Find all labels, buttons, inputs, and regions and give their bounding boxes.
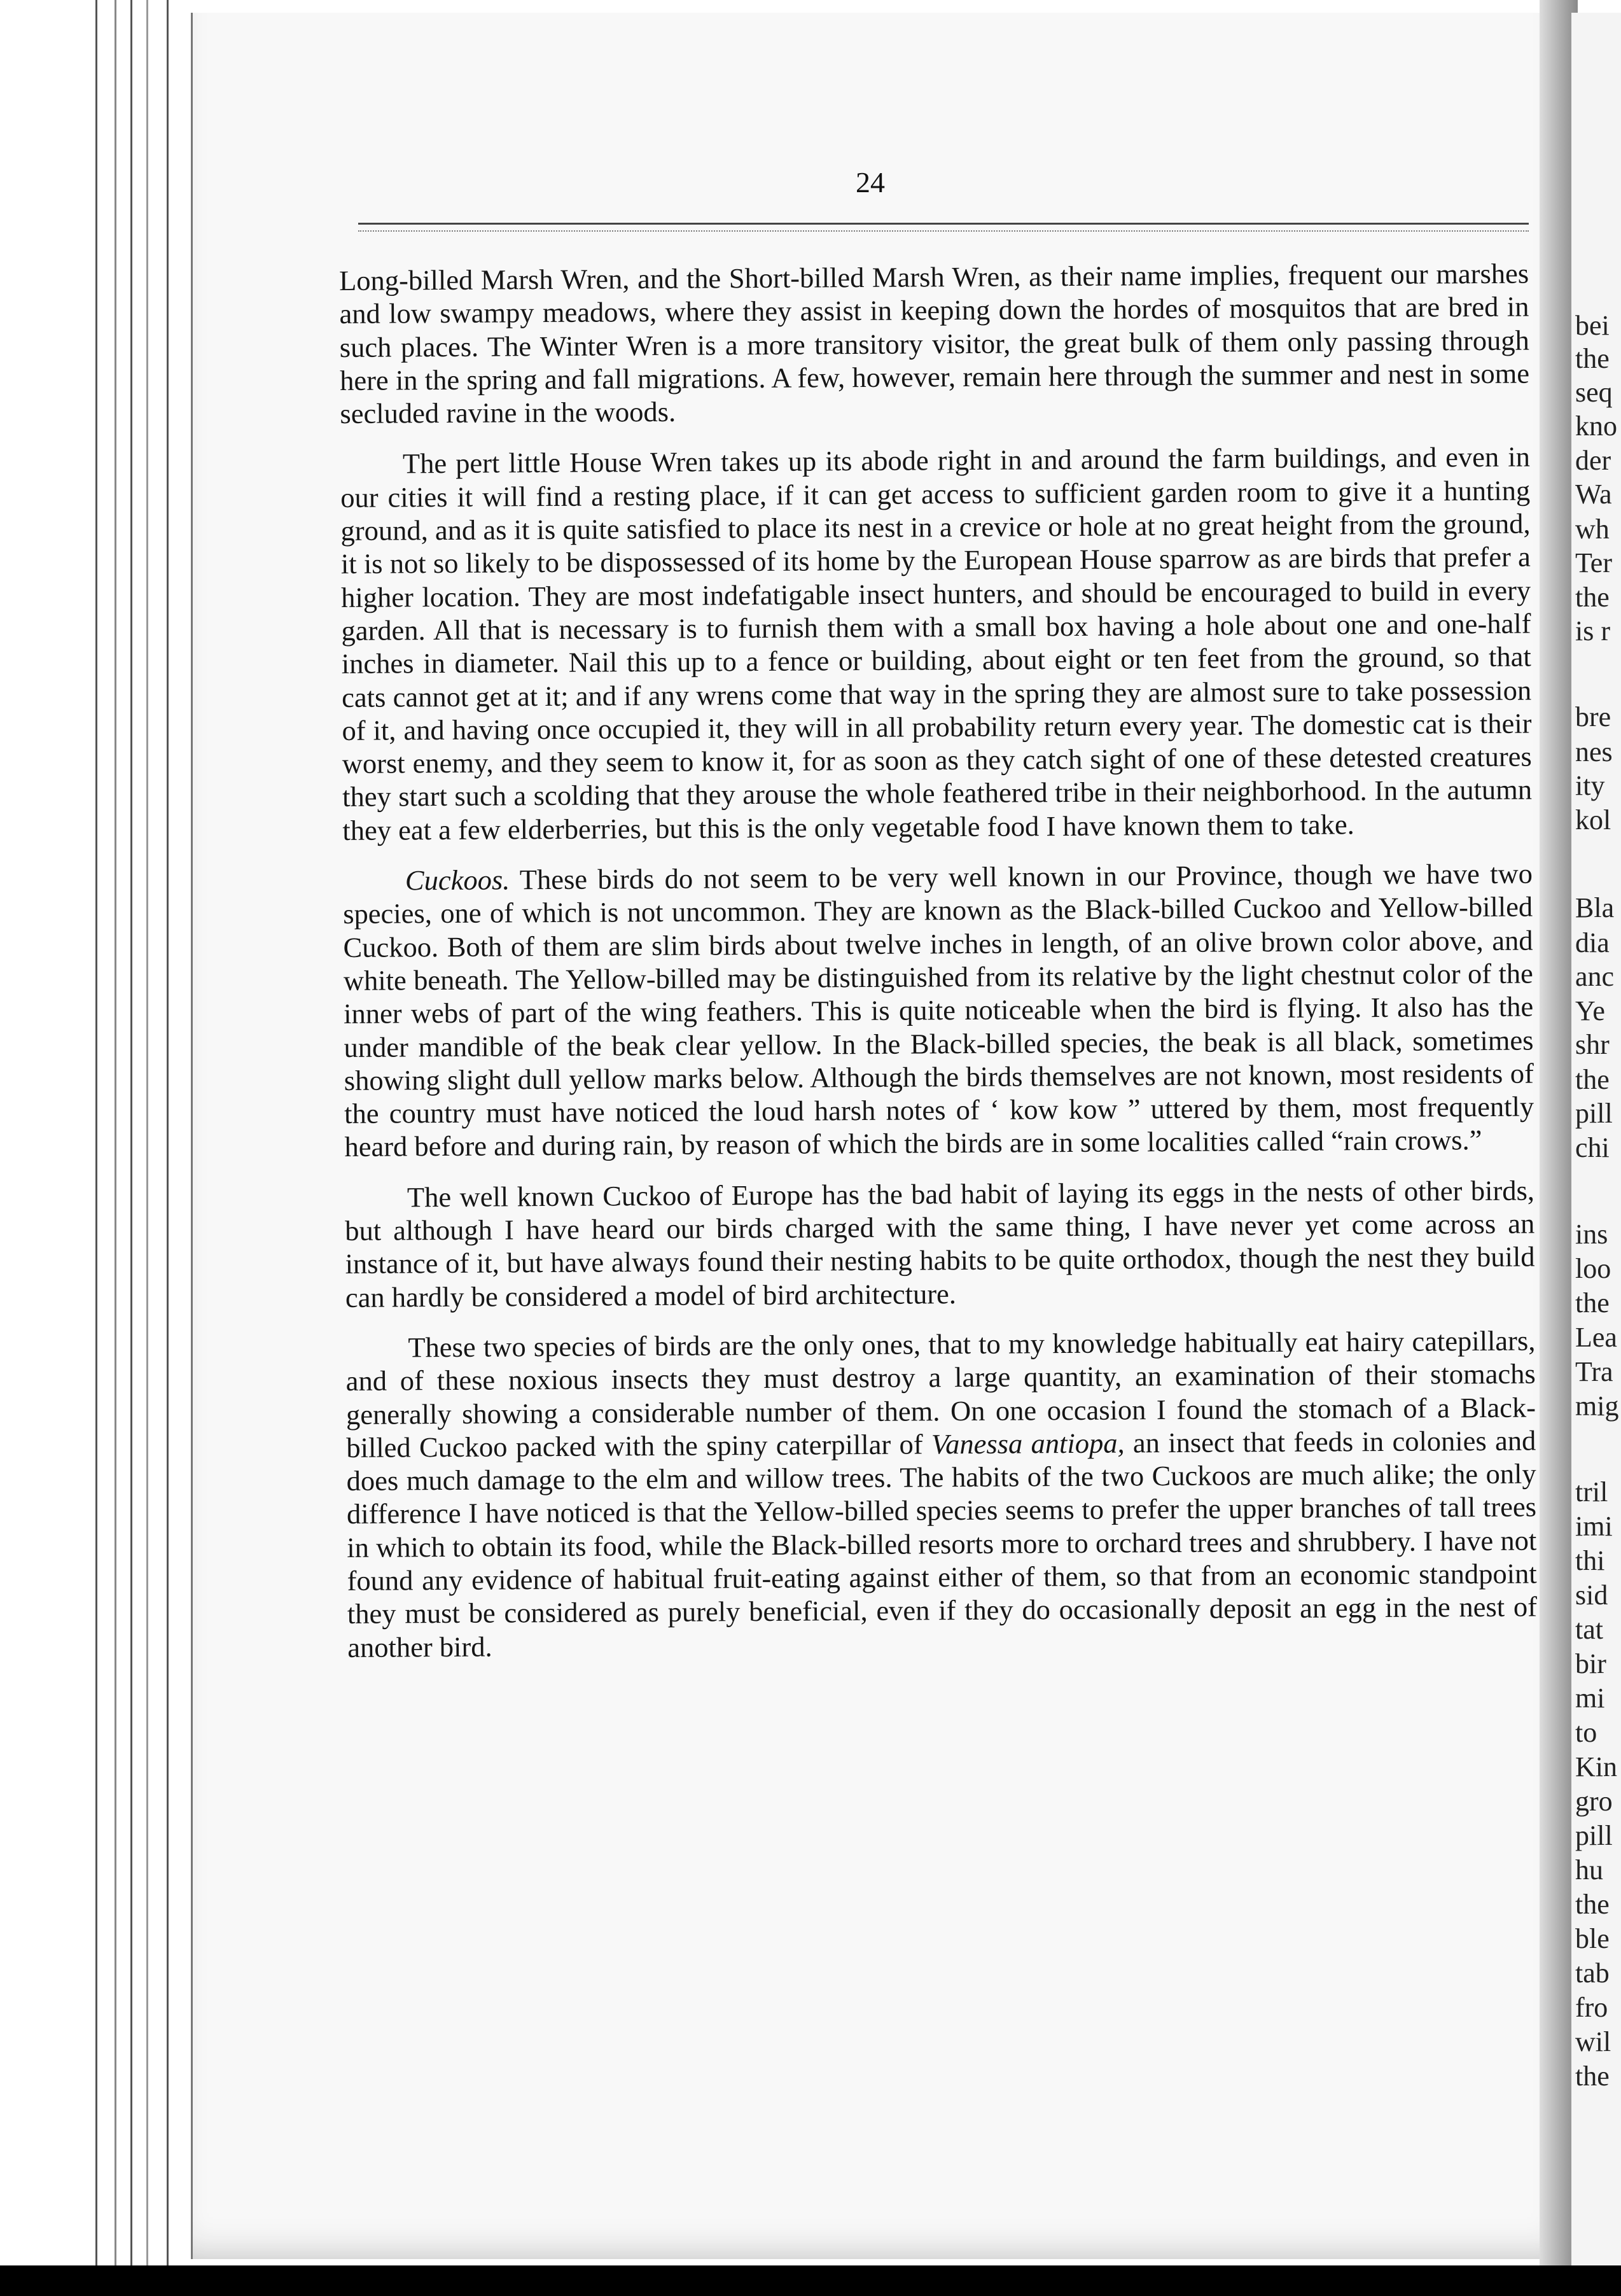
adjacent-page-fragment: wh [1575,514,1610,545]
adjacent-page-fragment: mig [1575,1390,1619,1422]
adjacent-page-fragment: shr [1575,1029,1610,1060]
adjacent-page-fragment: Tra [1575,1356,1613,1387]
adjacent-page-fragment: chi [1575,1132,1610,1163]
body-text [339,257,1538,1681]
adjacent-page-fragment: to [1575,1717,1597,1748]
adjacent-page-fragment: the [1575,1889,1610,1920]
adjacent-page-fragment: gro [1575,1786,1613,1817]
header-rule-dotted [358,230,1529,232]
adjacent-page-fragment: hu [1575,1854,1603,1886]
adjacent-page-fragment: pill [1575,1820,1613,1851]
page-edge-line [95,0,97,2296]
paragraph [345,1324,1537,1663]
adjacent-page [1571,13,1621,2265]
page-edge-line [130,0,132,2296]
paragraph: The pert little House Wren takes up its abode right in and around the farm buildings, and even in our cities it will find a resting place, if it can get access to sufficient garden room to give it a hunting ground, and as it is quite satisfied to place its nest in a crevice or hole at no great height from the ground, it is not so likely to be dispossessed of its home by the European House sparrow as are birds that prefer a higher location. They are most indefatigable insect hunters, and should be encouraged to build in every garden. All that is necessary is to furnish them with a small box having a hole about one and one-half inches in diameter. Nail this up to a fence or building, about eight or ten feet from the ground, so that cats cannot get at it; and if any wrens come that way in the spring they are almost sure to take possession of it, and having once occupied it, they will in all probability return every year. The domestic cat is their worst enemy, and they seem to know it, for as soon as they catch sight of one of these detested creatures they start such a scolding that they arouse the whole feathered tribe in their neighborhood. In the autumn they eat a few elderberries, but this is the only vegetable food I have known them to take. [340,441,1533,846]
adjacent-page-fragment: the [1575,2061,1610,2092]
adjacent-page-fragment: pill [1575,1098,1613,1129]
book-page [191,13,1548,2259]
adjacent-page-fragment: ble [1575,1923,1610,1954]
paragraph-text: These two species of birds are the only ones, that to my knowledge habitually eat hairy catepillars, and of these noxious insects they must destroy a large quantity, an examination of their stomachs generally showing a considerable number of them. On one occasion I found the stomach of a Black-billed Cuckoo packed with the spiny caterpillar of [345,1324,1536,1464]
adjacent-page-fragment: the [1575,1287,1610,1319]
adjacent-page-fragment: bre [1575,701,1611,732]
page-edge-line [146,0,148,2296]
adjacent-page-fragment: bir [1575,1648,1606,1679]
paragraph-text: These birds do not seem to be very well known in our Province, though we have two species, one of which is not uncommon. They are known as the Black-billed Cuckoo and Yellow-billed Cuckoo. Both of them are slim birds about twelve inches in length, of an olive brown color above, and white beneath. The Yellow-billed may be distinguished from its relative by the light chestnut color of the inner webs of part of the wing feathers. This is quite noticeable when the bird is flying. It also has the under mandible of the beak clear yellow. In the Black-billed species, the beak is all black, sometimes showing slight dull yellow marks below. Although the birds themselves are not known, most residents of the country must have noticed the loud harsh notes of ‘ kow kow ” uttered by them, most frequently heard before and during rain, by reason of which the birds are in some localities called “rain crows.” [343,857,1534,1163]
adjacent-page-fragment: sid [1575,1579,1608,1611]
adjacent-page-fragment: tril [1575,1476,1608,1508]
scan-border [0,2265,1621,2296]
species-name: Vanessa antiopa, [931,1427,1125,1460]
adjacent-page-fragment: seq [1575,377,1613,408]
paragraph: Long-billed Marsh Wren, and the Short-billed Marsh Wren, as their name implies, frequent our marshes and low swampy meadows, where they assist in keeping down the hordes of mosquitos that are bred in such places. The Winter Wren is a more transitory visitor, the great bulk of them only passing through here in the spring and fall migrations. A few, however, remain here through the summer and nest in some secluded ravine in the woods. [339,257,1530,430]
adjacent-page-fragment: Ter [1575,547,1612,578]
adjacent-page-fragment: is r [1575,615,1610,647]
adjacent-page-fragment: bei [1575,310,1610,341]
adjacent-page-fragment: the [1575,1064,1610,1095]
adjacent-page-fragment: nes [1575,736,1613,767]
adjacent-page-fragment: kno [1575,410,1617,442]
adjacent-page-fragment: imi [1575,1511,1613,1542]
adjacent-page-fragment: anc [1575,961,1615,992]
page-edge-line [167,0,169,2296]
adjacent-page-fragment: the [1575,582,1610,613]
adjacent-page-fragment: Ye [1575,995,1605,1026]
adjacent-page-fragment: wil [1575,2026,1611,2057]
adjacent-page-fragment: the [1575,343,1610,374]
section-heading: Cuckoos. [405,864,510,897]
adjacent-page-fragment: Lea [1575,1322,1617,1353]
adjacent-page-fragment: dia [1575,927,1610,958]
page-edge-line [115,0,116,2296]
adjacent-page-fragment: kol [1575,804,1611,836]
adjacent-page-fragment: fro [1575,1992,1608,2023]
adjacent-page-fragment: loo [1575,1253,1611,1284]
adjacent-page-fragment: mi [1575,1683,1605,1714]
adjacent-page-fragment: tat [1575,1614,1603,1645]
page-number: 24 [856,166,885,199]
adjacent-page-fragment: Wa [1575,479,1612,510]
header-rule [358,223,1529,225]
paragraph-text: an insect that feeds in colonies and does much damage to the elm and willow trees. The habits of the two Cuckoos are much alike; the only difference I have noticed is that the Yellow-billed species seems to prefer the upper branches of tall trees in which to obtain its food, while the Black-billed resorts more to orchard trees and shrubbery. I have not found any evidence of habitual fruit-eating against either of them, so that from an economic standpoint they must be considered as purely beneficial, even if they do occasionally deposit an egg in the nest of another bird. [346,1424,1538,1663]
adjacent-page-fragment: der [1575,445,1611,476]
adjacent-page-fragment: Bla [1575,892,1615,923]
adjacent-page-fragment: ity [1575,770,1605,801]
paragraph: The well known Cuckoo of Europe has the bad habit of laying its eggs in the nests of other birds, but although I have heard our birds charged with the same thing, I have never yet come across an instance of it, but have always found their nesting habits to be quite orthodox, though the nest they build can hardly be considered a model of bird architecture. [345,1174,1535,1313]
adjacent-page-fragment: thi [1575,1545,1605,1576]
adjacent-page-fragment: tab [1575,1957,1610,1989]
adjacent-page-fragment: ins [1575,1219,1608,1250]
adjacent-page-fragment: Kin [1575,1751,1617,1782]
page-stack-edge [0,0,204,2296]
paragraph [343,857,1534,1164]
